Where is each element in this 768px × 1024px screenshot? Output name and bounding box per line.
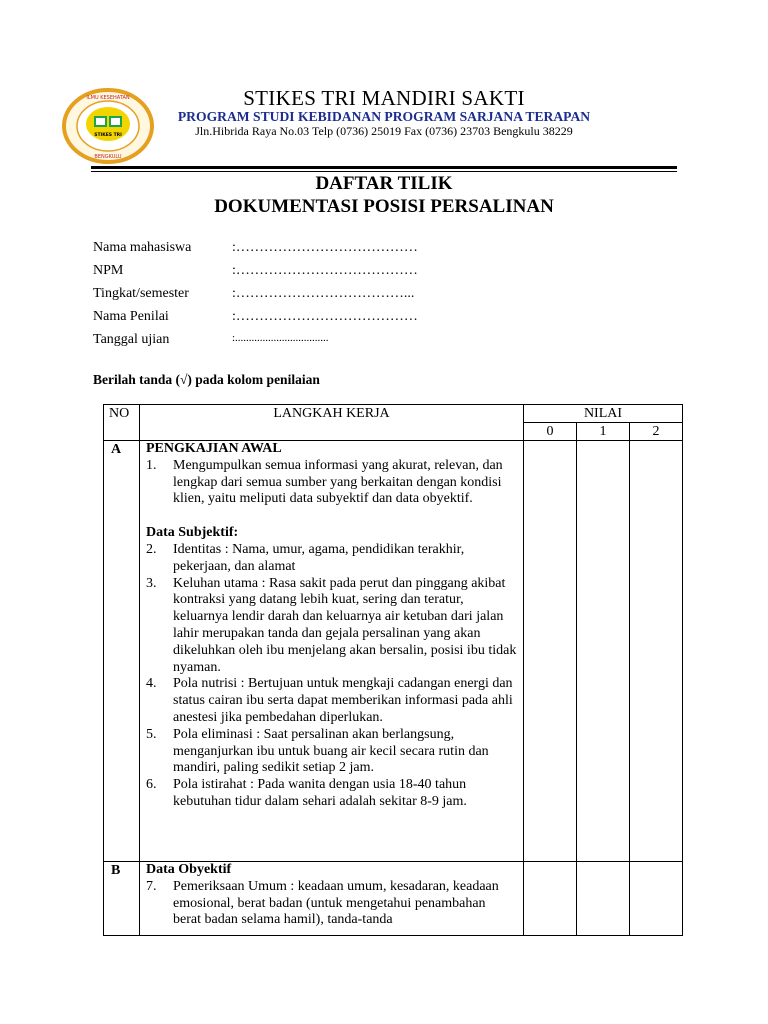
document-title: DAFTAR TILIK <box>315 173 453 194</box>
identity-row-assessor <box>93 309 513 329</box>
item-text: Pola istirahat : Pada wanita dengan usia 18-40 tahun kebutuhan tidur dalam sehari adalah sekitar 8-9 jam. <box>173 777 467 809</box>
item-text: Pola eliminasi : Saat persalinan akan berlangsung, menganjurkan ibu untuk buang air kecil secara rutin dan mandiri, paling sedikit setiap 2 jam. <box>173 726 489 776</box>
item-text: Mengumpulkan semua informasi yang akurat, relevan, dan lengkap dari semua sumber yang berkaitan dengan kondisi klien, yaitu meliputi data subyektif dan data obyektif. <box>173 457 503 507</box>
item-number: 2. <box>146 541 157 557</box>
score-cell-0[interactable] <box>524 862 577 936</box>
logo-city-text: BENGKULU <box>94 154 122 160</box>
header-score-1: 1 <box>577 423 630 441</box>
identity-value[interactable]: :………………………………… <box>232 240 418 255</box>
list-item <box>146 576 517 677</box>
table-row <box>104 862 683 936</box>
identity-row-student-name <box>93 240 513 260</box>
score-cell-1[interactable] <box>577 441 630 862</box>
item-number: 4. <box>146 676 157 692</box>
section-title: PENGKAJIAN AWAL <box>146 441 282 456</box>
table-row <box>104 441 683 862</box>
score-cell-2[interactable] <box>630 441 683 862</box>
header-score: NILAI <box>524 405 683 423</box>
step-cell <box>140 862 524 936</box>
header-divider-thick <box>91 166 677 169</box>
institution-name: STIKES TRI MANDIRI SAKTI <box>243 86 525 110</box>
svg-text:ILMU KESEHATAN: ILMU KESEHATAN <box>86 95 130 101</box>
list-item <box>146 542 517 576</box>
institution-address: Jln.Hibrida Raya No.03 Telp (0736) 25019 Fax (0736) 23703 Bengkulu 38229 <box>195 124 573 138</box>
header-score-2: 2 <box>630 423 683 441</box>
header-divider-thin <box>91 171 677 172</box>
section-title: Data Obyektif <box>146 862 232 877</box>
header-no: NO <box>104 405 140 441</box>
item-text: Keluhan utama : Rasa sakit pada perut dan pinggang akibat kontraksi yang datang lebih kuat, sering dan teratur, keluarnya lendir darah dan keluarnya air ketuban dari jalan lahir merupakan tanda dan gejala persalinan yang akan dikeluhkan oleh ibu menjelang akan bersalin, posisi ibu tidak nyaman. <box>173 575 517 675</box>
header-score-0: 0 <box>524 423 577 441</box>
identity-row-exam-date <box>93 332 513 352</box>
item-number: 5. <box>146 726 157 742</box>
step-cell <box>140 441 524 862</box>
item-number: 1. <box>146 457 157 473</box>
institution-logo <box>62 88 154 164</box>
document-subtitle: DOKUMENTASI POSISI PERSALINAN <box>214 196 554 217</box>
checklist-table <box>103 404 683 936</box>
list-item <box>146 676 517 726</box>
score-cell-1[interactable] <box>577 862 630 936</box>
section-no: A <box>104 441 140 862</box>
item-text: Pola nutrisi : Bertujuan untuk mengkaji cadangan energi dan status cairan ibu serta dapat memberikan informasi pada ahli anestesi jika pembedahan diperlukan. <box>173 676 513 725</box>
identity-row-level-semester <box>93 286 513 306</box>
list-item <box>146 458 517 508</box>
identity-label: Nama Penilai <box>93 309 169 324</box>
identity-value[interactable]: :………………………………… <box>232 263 418 278</box>
logo-inner-text: STIKES TRI <box>94 133 122 138</box>
section-no: B <box>104 862 140 936</box>
section-subtitle: Data Subjektif: <box>146 525 239 541</box>
identity-value[interactable]: :………………………………… <box>232 309 418 324</box>
item-number: 6. <box>146 777 157 793</box>
identity-value[interactable]: :.................................. <box>232 332 329 344</box>
list-item <box>146 727 517 777</box>
program-name: PROGRAM STUDI KEBIDANAN PROGRAM SARJANA TERAPAN <box>177 109 591 124</box>
header-step: LANGKAH KERJA <box>140 405 524 441</box>
identity-label: Nama mahasiswa <box>93 240 192 255</box>
identity-value[interactable]: :………………………………... <box>232 286 415 301</box>
score-cell-2[interactable] <box>630 862 683 936</box>
score-cell-0[interactable] <box>524 441 577 862</box>
identity-row-npm <box>93 263 513 283</box>
item-text: Pemeriksaan Umum : keadaan umum, kesadaran, keadaan emosional, berat badan (untuk mengetahui penambahan berat badan selama hamil), tanda-tanda <box>173 878 499 928</box>
identity-label: Tingkat/semester <box>93 286 189 301</box>
item-text: Identitas : Nama, umur, agama, pendidikan terakhir, pekerjaan, dan alamat <box>173 541 465 574</box>
item-number: 3. <box>146 575 157 591</box>
list-item <box>146 777 517 811</box>
identity-label: Tanggal ujian <box>93 332 170 347</box>
identity-label: NPM <box>93 263 124 278</box>
list-item <box>146 879 517 929</box>
item-number: 7. <box>146 878 157 894</box>
instruction-text: Berilah tanda (√) pada kolom penilaian <box>93 372 320 387</box>
